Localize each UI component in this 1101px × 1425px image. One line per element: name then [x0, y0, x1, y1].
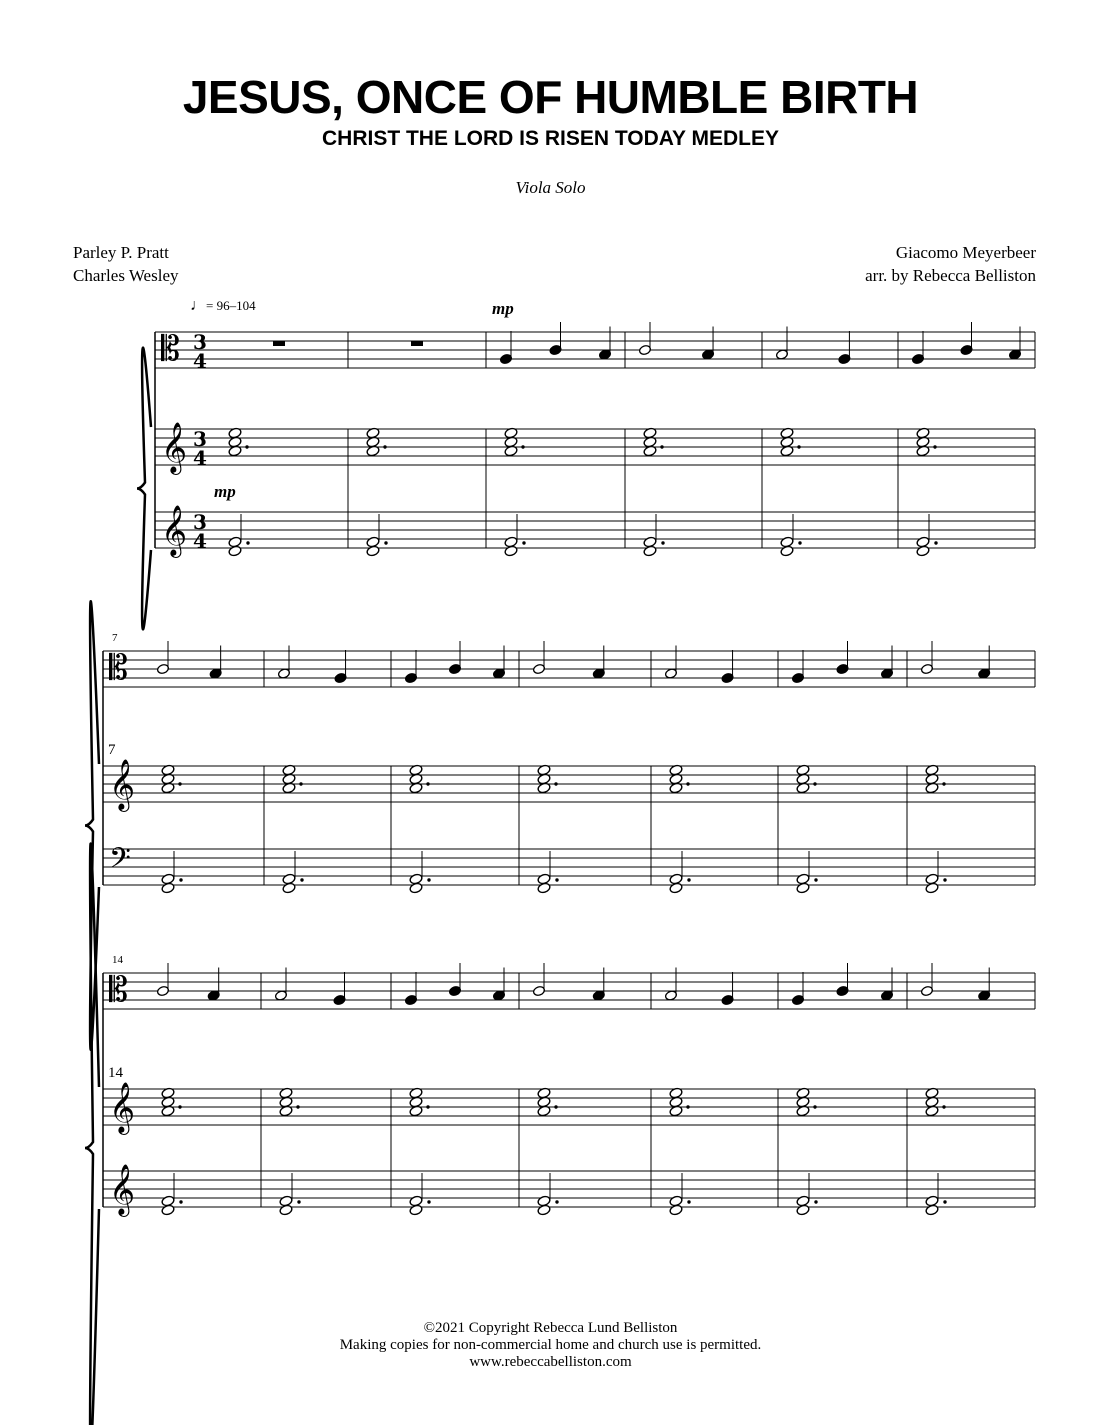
- quarter-note-icon: ♩: [190, 297, 206, 314]
- chord-note-head: [161, 1204, 175, 1216]
- bass-clef-icon: 𝄢: [109, 842, 131, 882]
- treble-clef-icon: 𝄞: [109, 1082, 136, 1133]
- whole-rest: [273, 341, 285, 346]
- dot: [943, 1200, 946, 1203]
- dot: [813, 782, 816, 785]
- dot: [814, 1200, 817, 1203]
- measure-number-viola: 7: [112, 632, 118, 644]
- chord-note-head: [925, 1204, 939, 1216]
- chord-note-head: [537, 1204, 551, 1216]
- chord-note-head: [409, 882, 423, 894]
- dot: [943, 878, 946, 881]
- dot: [427, 878, 430, 881]
- page-subtitle: CHRIST THE LORD IS RISEN TODAY MEDLEY: [321, 127, 779, 150]
- dot: [297, 1200, 300, 1203]
- dot: [426, 782, 429, 785]
- dot: [299, 782, 302, 785]
- website-line: www.rebeccabelliston.com: [469, 1354, 632, 1370]
- time-signature-bottom: 4: [193, 446, 207, 470]
- dot: [426, 1105, 429, 1108]
- time-signature-top: 3: [193, 510, 207, 534]
- dot: [942, 1105, 945, 1108]
- chord-note-head: [916, 545, 930, 557]
- dynamic-piano: mp: [214, 482, 236, 501]
- chord-note-head: [925, 882, 939, 894]
- dot: [555, 878, 558, 881]
- page-title: JESUS, ONCE OF HUMBLE BIRTH: [182, 71, 919, 123]
- dot: [554, 1105, 557, 1108]
- tempo-value: = 96–104: [206, 298, 256, 313]
- chord-note-head: [161, 882, 175, 894]
- chord-note-head: [282, 882, 296, 894]
- chord-note-head: [796, 1204, 810, 1216]
- chord-note-head: [228, 545, 242, 557]
- treble-clef-icon: 𝄞: [161, 422, 188, 473]
- time-signature-bottom: 4: [193, 349, 207, 373]
- alto-clef-icon: 𝄡: [161, 329, 180, 369]
- dot: [933, 445, 936, 448]
- piano-brace: [137, 348, 151, 630]
- composer-name: Giacomo Meyerbeer: [895, 243, 1036, 262]
- instrument-label: Viola Solo: [515, 178, 586, 197]
- chord-note-head: [537, 882, 551, 894]
- alto-clef-icon: 𝄡: [109, 970, 128, 1010]
- dot: [555, 1200, 558, 1203]
- time-signature-bottom: 4: [193, 529, 207, 553]
- treble-clef-icon: 𝄞: [161, 505, 188, 556]
- dot: [246, 541, 249, 544]
- dot: [521, 445, 524, 448]
- chord-note-head: [643, 545, 657, 557]
- treble-clef-icon: 𝄞: [109, 1164, 136, 1215]
- dot: [661, 541, 664, 544]
- dot: [660, 445, 663, 448]
- dot: [813, 1105, 816, 1108]
- dot: [687, 1200, 690, 1203]
- chord-note-head: [780, 545, 794, 557]
- dot: [522, 541, 525, 544]
- dot: [814, 878, 817, 881]
- alto-clef-icon: 𝄡: [109, 648, 128, 688]
- dot: [942, 782, 945, 785]
- time-signature-top: 3: [193, 330, 207, 354]
- dot: [178, 1105, 181, 1108]
- whole-rest: [411, 341, 423, 346]
- dot: [554, 782, 557, 785]
- dot: [427, 1200, 430, 1203]
- dot: [383, 445, 386, 448]
- dot: [797, 445, 800, 448]
- permission-line: Making copies for non-commercial home and church use is permitted.: [339, 1337, 762, 1353]
- chord-note-head: [669, 1204, 683, 1216]
- time-signature-top: 3: [193, 427, 207, 451]
- chord-note-head: [409, 1204, 423, 1216]
- chord-note-head: [279, 1204, 293, 1216]
- measure-number-piano: 7: [108, 742, 116, 758]
- dot: [179, 1200, 182, 1203]
- dot: [934, 541, 937, 544]
- arranger-name: arr. by Rebecca Belliston: [865, 266, 1036, 285]
- dot: [798, 541, 801, 544]
- dynamic-viola: mp: [492, 299, 514, 318]
- dot: [296, 1105, 299, 1108]
- dot: [179, 878, 182, 881]
- dot: [687, 878, 690, 881]
- dot: [300, 878, 303, 881]
- dot: [686, 1105, 689, 1108]
- dot: [686, 782, 689, 785]
- copyright-footer: [0, 1320, 1101, 1371]
- dot: [245, 445, 248, 448]
- dot: [178, 782, 181, 785]
- chord-note-head: [669, 882, 683, 894]
- chord-note-head: [366, 545, 380, 557]
- measure-number-viola: 14: [112, 954, 123, 966]
- lyricist-name: Charles Wesley: [73, 266, 179, 285]
- chord-note-head: [504, 545, 518, 557]
- chord-note-head: [796, 882, 810, 894]
- dot: [384, 541, 387, 544]
- measure-number-piano: 14: [108, 1065, 123, 1081]
- copyright-line: ©2021 Copyright Rebecca Lund Belliston: [423, 1320, 678, 1336]
- lyricist-name: Parley P. Pratt: [73, 243, 169, 262]
- treble-clef-icon: 𝄞: [109, 759, 136, 810]
